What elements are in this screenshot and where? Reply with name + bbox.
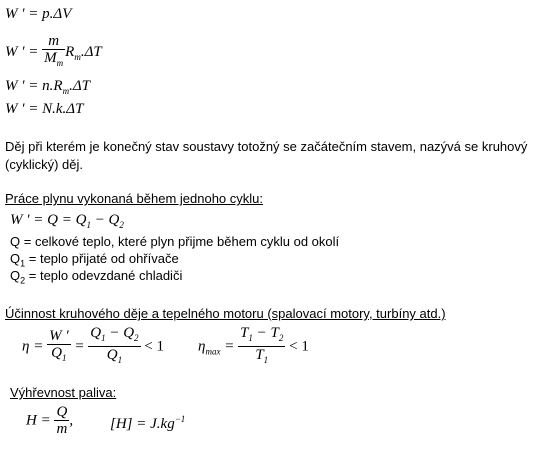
formula-efficiency-max: $\eta_{max}$ = $\frac{T_1 - T_2}{T_1}$ < 1 bbox=[198, 326, 309, 368]
formula-work-moles: W ′ = $n.R_m.\Delta T$ bbox=[5, 78, 90, 96]
heading-cycle-work: Práce plynu vykonaná během jednoho cyklu: bbox=[5, 191, 263, 206]
heading-heating-value: Výhřevnost paliva: bbox=[10, 385, 117, 400]
formula-efficiency: η = $\frac{W '}{Q_1}$ = $\frac{Q_1 - Q_2}{Q_1}$ < 1 bbox=[22, 326, 164, 368]
formula-cycle-work: W ′ = $Q = Q_1 - Q_2$ bbox=[10, 212, 124, 230]
fraction-q-over-m: $\frac{Q}{m}$ bbox=[56, 404, 68, 437]
paragraph-line-2: (cyklický) děj. bbox=[5, 157, 84, 172]
formula-work-boltzmann: W ′ = N.k.ΔT bbox=[5, 101, 84, 117]
paragraph-line-1: Děj při kterém je konečný stav soustavy totožný se začátečním stavem, nazývá se kruhový bbox=[5, 139, 528, 154]
formula-work-pressure: W ′ = p.ΔV bbox=[5, 6, 72, 22]
formula-heating-value: H = $\frac{Q}{m}$ , bbox=[26, 404, 74, 437]
formula-work-molar: W ′ = $\frac{m}{M_m}$ $R_m.\Delta T$ bbox=[5, 34, 102, 71]
fraction-q1-minus-q2-over-q1: $\frac{Q_1 - Q_2}{Q_1}$ bbox=[90, 325, 139, 365]
definition-q2: $Q_2$ = teplo odevzdané chladiči bbox=[10, 268, 183, 286]
fraction-t1-minus-t2-over-t1: $\frac{T_1 - T_2}{T_1}$ bbox=[240, 325, 284, 365]
definition-q1: $Q_1$ = teplo přijaté od ohřívače bbox=[10, 251, 179, 269]
formula-heating-value-unit: $[H] = J.kg^{-1}$ bbox=[110, 414, 186, 432]
definition-q: Q = celkové teplo, které plyn přijme během cyklu od okolí bbox=[10, 234, 340, 249]
fraction-w-over-q1: $\frac{W '}{Q_1}$ bbox=[49, 327, 69, 363]
fraction-m-over-Mm: $\frac{m}{M_m}$ bbox=[44, 33, 64, 68]
heading-efficiency: Účinnost kruhového děje a tepelného motoru (spalovací motory, turbíny atd.) bbox=[5, 306, 446, 321]
